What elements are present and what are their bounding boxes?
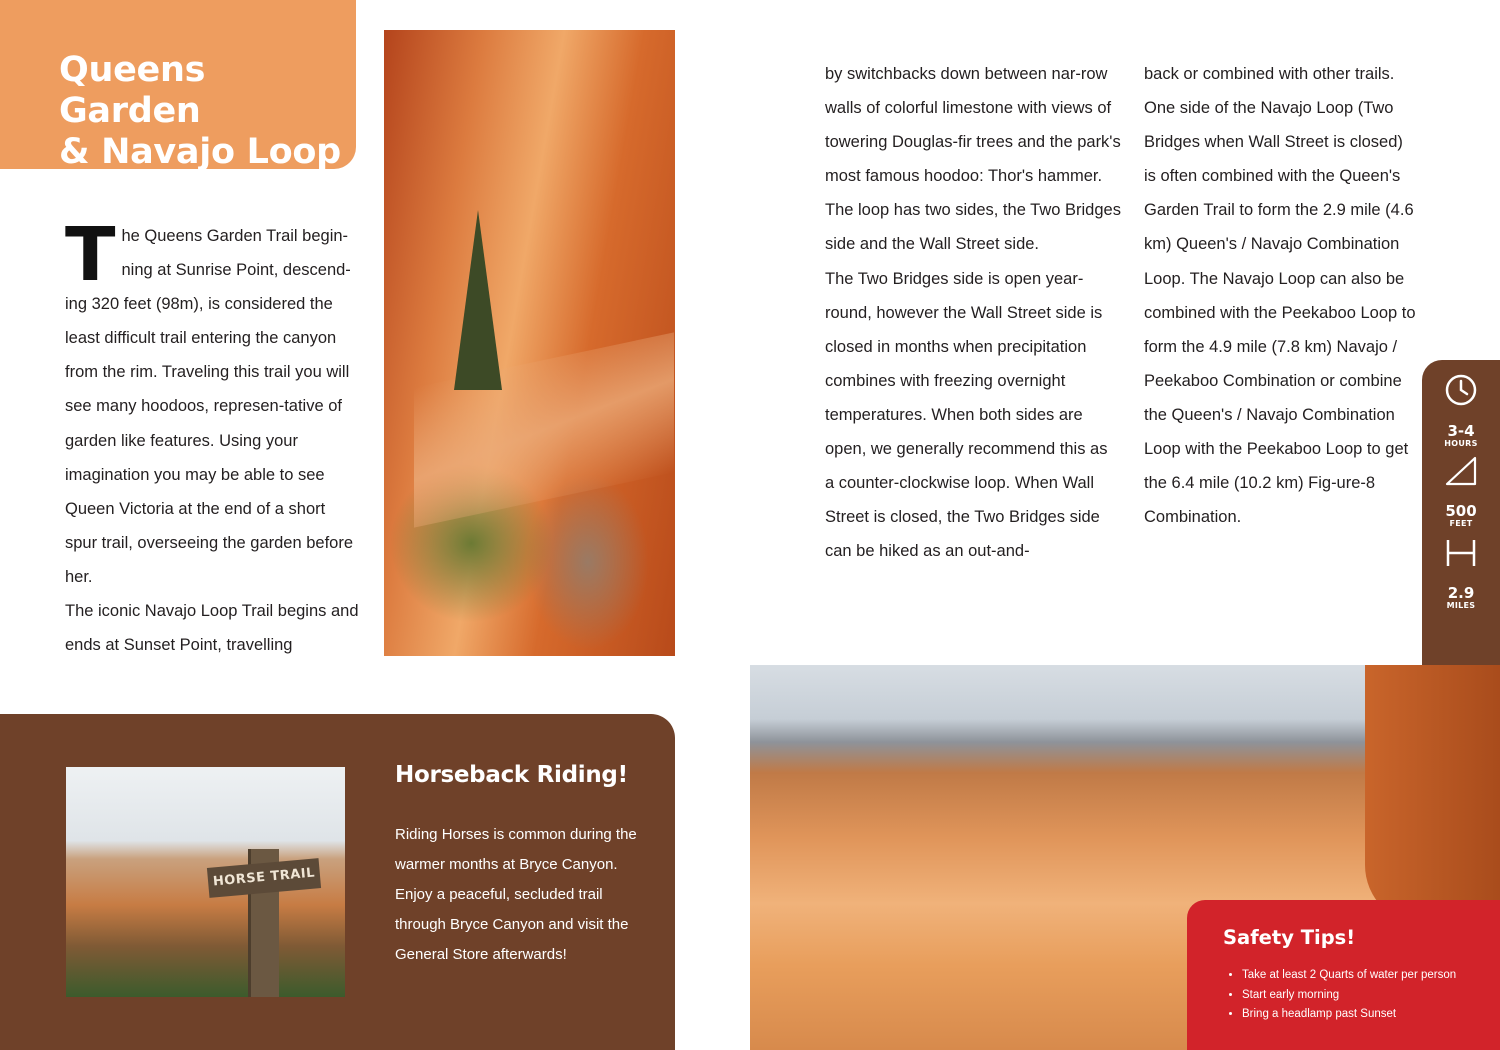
article-paragraph: back or combined with other trails. One side of the Navajo Loop (Two Bridges when Wall Street is closed) is often combined with the Queen's Garden Trail to form the 2.9 mile (4.6 km) Queen's / Navajo Combination Loop. The Navajo Loop can also be combined with the Peekaboo Loop to form the 4.9 mile (7.8 km) Navajo / Peekaboo Combination or combine the Queen's / Navajo Combination Loop with the Peekaboo Loop to get the 6.4 mile (10.2 km) Fig-ure-8 Combination. <box>1144 65 1416 527</box>
safety-tip: • Bring a headlamp past Sunset <box>1242 1005 1456 1025</box>
title-tab <box>0 0 356 172</box>
distance-value: 2.9 <box>1447 584 1475 602</box>
safety-tip: • Take at least 2 Quarts of water per person <box>1242 966 1456 986</box>
photo-tree-shape <box>454 210 502 390</box>
time-value: 3-4 <box>1447 422 1475 440</box>
safety-heading: Safety Tips! <box>1223 926 1356 949</box>
article-paragraph <box>65 212 360 594</box>
article-paragraph: by switchbacks down between nar-row walls of colorful limestone with views of towering Douglas-fir trees and the park's most famous hoodoo: Thor's hammer. The loop has two sides, the Two Bridges side and the Wall Street side. <box>825 65 1121 254</box>
horse-trail-sign: HORSE TRAIL <box>207 858 321 898</box>
elevation-unit: FEET <box>1449 519 1473 528</box>
time-unit: HOURS <box>1444 439 1478 448</box>
drop-cap: T <box>65 212 116 298</box>
elevation-value: 500 <box>1445 502 1477 520</box>
page-title <box>59 50 356 173</box>
safety-tips-list <box>1223 966 1456 1025</box>
article-column-2 <box>825 57 1121 568</box>
article-paragraph: The iconic Navajo Loop Trail begins and ends at Sunset Point, travelling <box>65 602 359 655</box>
safety-tip: • Start early morning <box>1242 986 1456 1006</box>
article-column-3 <box>1144 57 1416 534</box>
article-column-1 <box>65 212 360 662</box>
article-paragraph: The Two Bridges side is open year-round, however the Wall Street side is closed in months when precipitation combines with freezing overnight temperatures. When both sides are open, we generally recommend this as a counter-clockwise loop. When Wall Street is closed, the Two Bridges side can be hiked as an out-and- <box>825 269 1108 561</box>
title-line-1: Queens Garden <box>59 50 206 131</box>
paragraph-text: he Queens Garden Trail begin-ning at Sunrise Point, descend-ing 320 feet (98m), is considered the least difficult trail entering the canyon from the rim. Traveling this trail you will see many hoodoos, represen-tative of garden like features. Using your imagination you may be able to see Queen Victoria at the end of a short spur trail, overseeing the garden before her. <box>65 227 354 586</box>
horseback-heading: Horseback Riding! <box>395 762 628 788</box>
photo-cliff-shape <box>1365 665 1500 925</box>
distance-unit: MILES <box>1446 601 1476 610</box>
clock-icon <box>1445 374 1477 406</box>
trail-stats-sidebar <box>1422 360 1500 665</box>
hoodoo-trail-photo <box>384 30 675 656</box>
safety-tips-panel <box>1187 900 1500 1050</box>
elevation-icon <box>1445 456 1477 486</box>
photo-trail-shape <box>414 332 674 527</box>
horseback-body: Riding Horses is common during the warmer months at Bryce Canyon. Enjoy a peaceful, secluded trail through Bryce Canyon and visit the General Store afterwards! <box>395 826 637 964</box>
distance-icon <box>1445 538 1477 568</box>
horse-trail-photo <box>66 767 345 997</box>
title-line-2: & Navajo Loop <box>59 132 341 172</box>
